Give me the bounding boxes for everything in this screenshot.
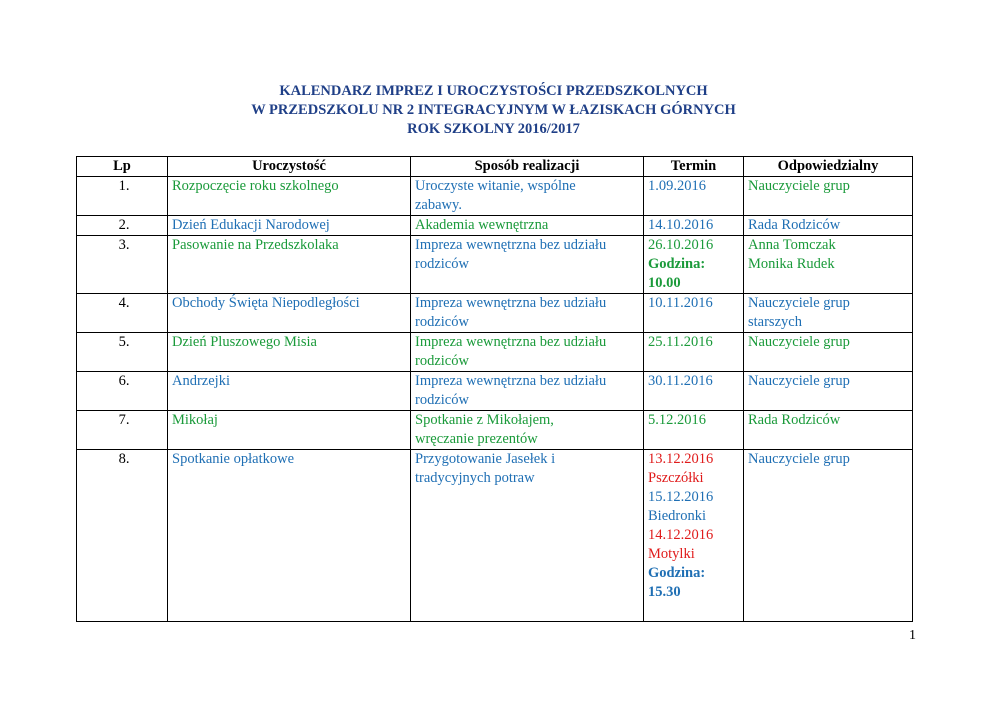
row-event: Andrzejki [168,372,411,411]
date-line: 5.12.2016 [648,412,706,428]
row-event: Dzień Pluszowego Misia [168,333,411,372]
header-method: Sposób realizacji [411,157,644,177]
row-responsible [744,450,913,622]
row-lp: 4. [77,294,168,333]
row-date [644,450,744,622]
date-line: 26.10.2016 [648,237,714,253]
group-name: Biedronki [648,508,706,524]
responsible-line: Nauczyciele grup [748,295,850,311]
row-responsible [744,236,913,294]
table-row [77,333,913,372]
row-date [644,411,744,450]
table-header-row [77,157,913,177]
responsible-line: Rada Rodziców [748,412,841,428]
table-row [77,177,913,216]
date-line: 25.11.2016 [648,334,713,350]
row-event: Spotkanie opłatkowe [168,450,411,622]
header-event: Uroczystość [168,157,411,177]
row-method [411,236,644,294]
events-table [76,156,913,622]
responsible-line: Nauczyciele grup [748,178,850,194]
method-line: rodziców [415,392,469,408]
row-event: Mikołaj [168,411,411,450]
responsible-line: Rada Rodziców [748,217,841,233]
time-value: 15.30 [648,584,681,600]
row-event: Obchody Święta Niepodległości [168,294,411,333]
date-line: 30.11.2016 [648,373,713,389]
table-row [77,216,913,236]
row-event: Rozpoczęcie roku szkolnego [168,177,411,216]
method-line: rodziców [415,256,469,272]
title-line-2: W PRZEDSZKOLU NR 2 INTEGRACYJNYM W ŁAZISKACH GÓRNYCH [251,102,736,118]
page-number: 1 [909,628,916,643]
row-responsible [744,372,913,411]
method-line: rodziców [415,314,469,330]
group-name: Pszczółki [648,470,704,486]
table-row [77,294,913,333]
responsible-line: starszych [748,314,802,330]
table-row [77,236,913,294]
method-line: wręczanie prezentów [415,431,538,447]
row-method [411,177,644,216]
method-line: zabawy. [415,197,462,213]
time-value: 10.00 [648,275,681,291]
row-method [411,450,644,622]
row-lp: 1. [77,177,168,216]
method-line: Spotkanie z Mikołajem, [415,412,554,428]
row-date [644,236,744,294]
title-line-3: ROK SZKOLNY 2016/2017 [407,121,580,137]
responsible-line: Anna Tomczak [748,237,836,253]
responsible-line: Monika Rudek [748,256,835,272]
row-method [411,372,644,411]
row-method [411,411,644,450]
date-line: 13.12.2016 [648,451,714,467]
row-event: Dzień Edukacji Narodowej [168,216,411,236]
responsible-line: Nauczyciele grup [748,373,850,389]
row-method [411,333,644,372]
date-line: 15.12.2016 [648,489,714,505]
method-line: Impreza wewnętrzna bez udziału [415,295,607,311]
method-line: Akademia wewnętrzna [415,217,549,233]
row-date [644,372,744,411]
date-line: 10.11.2016 [648,295,713,311]
responsible-line: Nauczyciele grup [748,451,850,467]
group-name: Motylki [648,546,695,562]
row-date [644,177,744,216]
date-line: 14.10.2016 [648,217,714,233]
responsible-line: Nauczyciele grup [748,334,850,350]
row-date [644,294,744,333]
row-method [411,216,644,236]
header-responsible: Odpowiedzialny [744,157,913,177]
row-lp: 7. [77,411,168,450]
method-line: Impreza wewnętrzna bez udziału [415,334,607,350]
header-lp: Lp [77,157,168,177]
row-lp: 2. [77,216,168,236]
header-date: Termin [644,157,744,177]
row-responsible [744,411,913,450]
date-line: 14.12.2016 [648,527,714,543]
row-lp: 6. [77,372,168,411]
table-row [77,411,913,450]
method-line: tradycyjnych potraw [415,470,535,486]
table-row [77,372,913,411]
method-line: Impreza wewnętrzna bez udziału [415,237,607,253]
row-date [644,216,744,236]
document-title [76,82,911,139]
method-line: Przygotowanie Jasełek i [415,451,556,467]
time-label: Godzina: [648,256,706,272]
row-responsible [744,177,913,216]
method-line: rodziców [415,353,469,369]
method-line: Uroczyste witanie, wspólne [415,178,576,194]
row-lp: 5. [77,333,168,372]
time-label: Godzina: [648,565,706,581]
table-row [77,450,913,622]
row-responsible [744,294,913,333]
row-lp: 3. [77,236,168,294]
date-line: 1.09.2016 [648,178,706,194]
row-lp: 8. [77,450,168,622]
title-line-1: KALENDARZ IMPREZ I UROCZYSTOŚCI PRZEDSZKOLNYCH [279,83,708,99]
row-event: Pasowanie na Przedszkolaka [168,236,411,294]
row-responsible [744,216,913,236]
row-responsible [744,333,913,372]
row-date [644,333,744,372]
row-method [411,294,644,333]
method-line: Impreza wewnętrzna bez udziału [415,373,607,389]
